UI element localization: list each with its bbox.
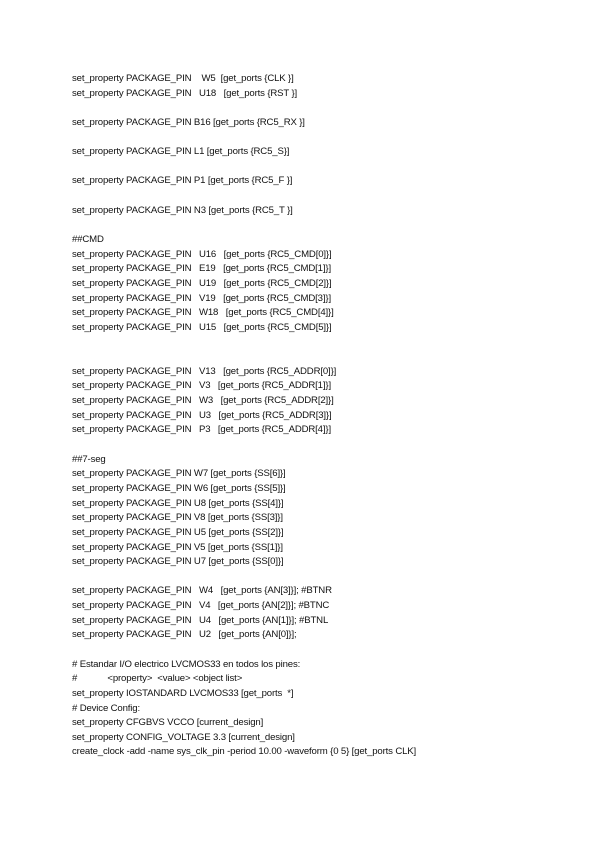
code-line: set_property PACKAGE_PIN V3 [get_ports {RC5_ADDR[1]}] <box>72 380 331 392</box>
code-line: set_property PACKAGE_PIN U18 [get_ports {RST }] <box>72 87 298 99</box>
code-line: set_property PACKAGE_PIN P1 [get_ports {RC5_F }] <box>72 175 293 187</box>
code-line: set_property PACKAGE_PIN U7 [get_ports {SS[0]}] <box>72 556 284 568</box>
blank-line <box>72 336 416 351</box>
comment-line: # Estandar I/O electrico LVCMOS33 en todos los pines: <box>72 658 301 670</box>
blank-line <box>72 101 416 116</box>
code-line: set_property PACKAGE_PIN U4 [get_ports {AN[1]}]; #BTNL <box>72 614 329 626</box>
code-line: set_property PACKAGE_PIN U3 [get_ports {RC5_ADDR[3]}] <box>72 409 332 421</box>
constraints-document <box>72 72 416 760</box>
code-line: create_clock -add -name sys_clk_pin -period 10.00 -waveform {0 5} [get_ports CLK] <box>72 746 417 758</box>
code-line: set_property PACKAGE_PIN V8 [get_ports {SS[3]}] <box>72 512 283 524</box>
code-line: set_property PACKAGE_PIN W4 [get_ports {AN[3]}]; #BTNR <box>72 585 332 597</box>
code-line: set_property PACKAGE_PIN W18 [get_ports {RC5_CMD[4]}] <box>72 307 334 319</box>
code-line: set_property PACKAGE_PIN W5 [get_ports {CLK }] <box>72 73 294 84</box>
blank-line <box>72 189 416 204</box>
blank-line <box>72 160 416 175</box>
code-line: set_property PACKAGE_PIN V5 [get_ports {SS[1]}] <box>72 541 283 553</box>
code-line: set_property PACKAGE_PIN U16 [get_ports {RC5_CMD[0]}] <box>72 248 332 260</box>
code-line: set_property PACKAGE_PIN L1 [get_ports {RC5_S}] <box>72 146 290 158</box>
blank-line <box>72 643 416 658</box>
blank-line <box>72 570 416 585</box>
code-line: set_property PACKAGE_PIN P3 [get_ports {RC5_ADDR[4]}] <box>72 424 331 436</box>
code-line: set_property PACKAGE_PIN E19 [get_ports {RC5_CMD[1]}] <box>72 263 331 275</box>
code-line: set_property PACKAGE_PIN U15 [get_ports {RC5_CMD[5]}] <box>72 321 332 333</box>
code-line: set_property PACKAGE_PIN U8 [get_ports {SS[4]}] <box>72 497 284 509</box>
code-line: set_property PACKAGE_PIN U19 [get_ports {RC5_CMD[2]}] <box>72 277 332 289</box>
comment-line: ##7-seg <box>72 453 106 465</box>
code-line: set_property PACKAGE_PIN V13 [get_ports {RC5_ADDR[0]}] <box>72 365 337 377</box>
blank-line <box>72 218 416 233</box>
comment-line: ##CMD <box>72 234 104 246</box>
blank-line <box>72 438 416 453</box>
code-line: set_property PACKAGE_PIN W7 [get_ports {SS[6]}] <box>72 468 286 480</box>
code-line: set_property PACKAGE_PIN U5 [get_ports {SS[2]}] <box>72 526 284 538</box>
code-line: set_property IOSTANDARD LVCMOS33 [get_ports *] <box>72 687 294 699</box>
comment-line: # Device Config: <box>72 702 140 714</box>
code-line: set_property CFGBVS VCCO [current_design] <box>72 717 264 729</box>
blank-line <box>72 350 416 365</box>
code-line: set_property PACKAGE_PIN W3 [get_ports {RC5_ADDR[2]}] <box>72 395 334 407</box>
code-line: set_property CONFIG_VOLTAGE 3.3 [current_design] <box>72 731 295 743</box>
code-line: set_property PACKAGE_PIN B16 [get_ports {RC5_RX }] <box>72 116 305 128</box>
blank-line <box>72 131 416 146</box>
code-line: set_property PACKAGE_PIN N3 [get_ports {RC5_T }] <box>72 204 293 216</box>
code-line: set_property PACKAGE_PIN V4 [get_ports {AN[2]}]; #BTNC <box>72 600 330 612</box>
code-line: set_property PACKAGE_PIN U2 [get_ports {AN[0]}]; <box>72 629 297 641</box>
code-line: set_property PACKAGE_PIN V19 [get_ports {RC5_CMD[3]}] <box>72 292 331 304</box>
comment-line: # <property> <value> <object list> <box>72 673 243 685</box>
code-line: set_property PACKAGE_PIN W6 [get_ports {SS[5]}] <box>72 482 286 494</box>
